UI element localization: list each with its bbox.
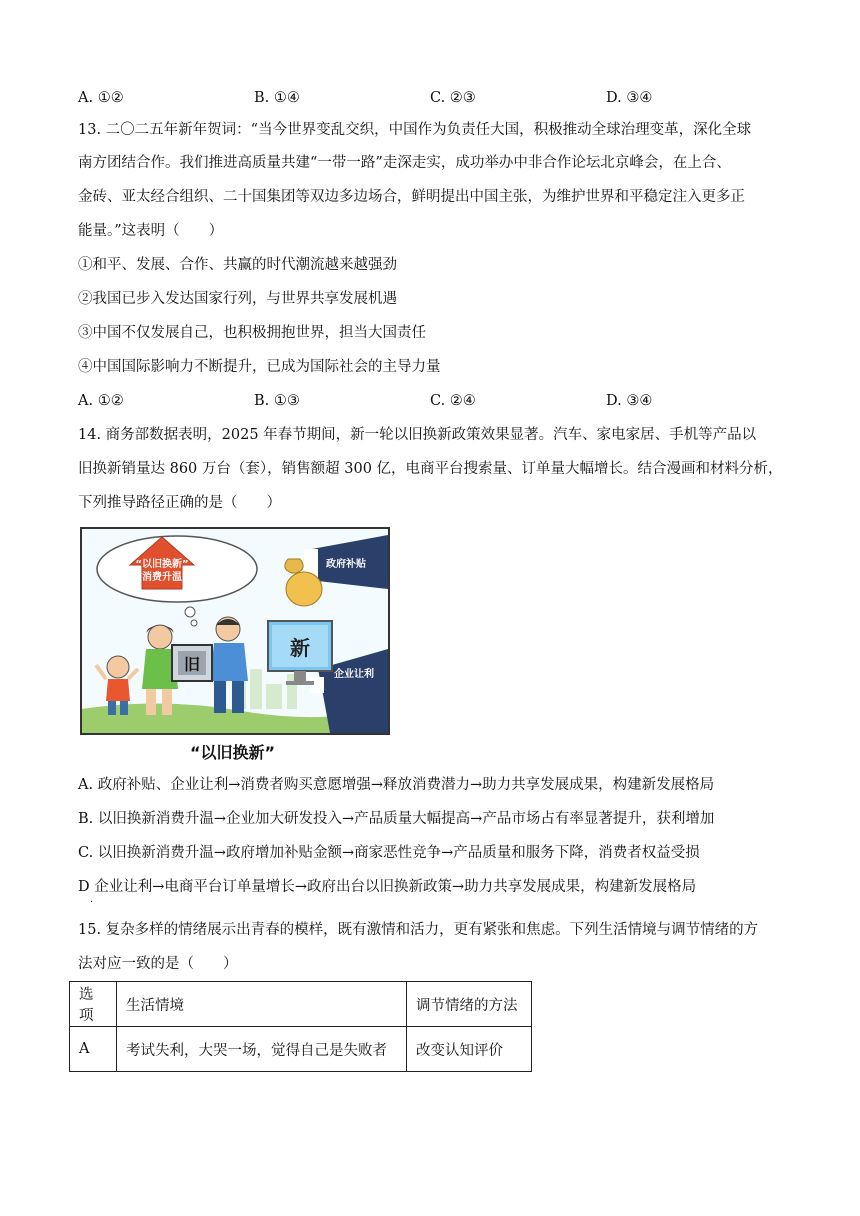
q13-stem-line-3: 金砖、亚太经合组织、二十国集团等双边多边场合，鲜明提出中国主张，为维护世界和平稳定注入更多正	[78, 189, 745, 205]
q12-option-b: B. ①④	[254, 90, 300, 106]
q15-stem-line-1: 15. 复杂多样的情绪展示出青春的模样，既有激情和活力，更有紧张和焦虑。下列生活情境与调节情绪的方	[78, 922, 759, 938]
q13-stem-line-4: 能量。”这表明（ ）	[78, 223, 224, 239]
bubble-text-line-2: 消费升温	[142, 572, 182, 583]
q13-stem-line-2: 南方团结合作。我们推进高质量共建“一带一路”走深走实，成功举办中非合作论坛北京峰会，在上合、	[78, 155, 731, 171]
q13-option-a: A. ①②	[78, 393, 124, 409]
q12-option-a: A. ①②	[78, 90, 124, 106]
q13-option-c: C. ②④	[430, 393, 476, 409]
q14-option-d: D 企业让利→电商平台订单量增长→政府出台以旧换新政策→助力共享发展成果，构建新发展格局	[78, 879, 697, 895]
cartoon-illustration	[82, 529, 388, 733]
old-tv-icon	[172, 645, 212, 681]
q15-table	[69, 981, 532, 1072]
header-situation: 生活情境	[117, 982, 407, 1027]
q13-statement-4: ④中国国际影响力不断提升，已成为国际社会的主导力量	[78, 359, 441, 375]
trade-in-cartoon	[80, 527, 390, 735]
row-a-option: A	[70, 1027, 117, 1072]
q14-option-a: A. 政府补贴、企业让利→消费者购买意愿增强→释放消费潜力→助力共享发展成果，构建新发展格局	[78, 777, 715, 793]
label-subsidy: 政府补贴	[326, 559, 366, 570]
q13-option-d: D. ③④	[606, 393, 653, 409]
q13-statement-3: ③中国不仅发展自己，也积极拥抱世界，担当大国责任	[78, 325, 426, 341]
q14-option-c: C. 以旧换新消费升温→政府增加补贴金额→商家恶性竞争→产品质量和服务下降，消费者权益受损	[78, 845, 700, 861]
new-tv-label: 新	[290, 636, 310, 660]
table-row	[70, 1027, 532, 1072]
q15-stem-line-2: 法对应一致的是（ ）	[78, 956, 238, 972]
table-header-row	[70, 982, 532, 1027]
row-a-method: 改变认知评价	[407, 1027, 532, 1072]
q14-stem-line-2: 旧换新销量达 860 万台（套），销售额超 300 亿，电商平台搜索量、订单量大幅增长。结合漫画和材料分析，	[78, 461, 783, 477]
old-tv-label: 旧	[183, 655, 201, 674]
header-method: 调节情绪的方法	[407, 982, 532, 1027]
header-option: 选项	[70, 982, 117, 1027]
q13-statement-2: ②我国已步入发达国家行列，与世界共享发展机遇	[78, 291, 397, 307]
q13-option-b: B. ①③	[254, 393, 300, 409]
row-a-situation: 考试失利，大哭一场，觉得自己是失败者	[117, 1027, 407, 1072]
q13-stem-line-1: 13. 二〇二五年新年贺词：“当今世界变乱交织，中国作为负责任大国，积极推动全球治理变革，深化全球	[78, 122, 752, 138]
cartoon-caption: “以旧换新”	[190, 743, 276, 762]
q12-option-d: D. ③④	[606, 90, 653, 106]
bubble-text-line-1: “以旧换新”	[135, 559, 189, 570]
q12-option-c: C. ②③	[430, 90, 476, 106]
q14-stem-line-3: 下列推导路径正确的是（ ）	[78, 495, 281, 511]
q14-option-b: B. 以旧换新消费升温→企业加大研发投入→产品质量大幅提高→产品市场占有率显著提升，获利增加	[78, 811, 715, 827]
q14-stem-line-1: 14. 商务部数据表明，2025 年春节期间，新一轮以旧换新政策效果显著。汽车、家电家居、手机等产品以	[78, 427, 757, 443]
label-profit: 企业让利	[334, 669, 374, 680]
q13-statement-1: ①和平、发展、合作、共赢的时代潮流越来越强劲	[78, 257, 397, 273]
option-d-dot: ·	[90, 897, 94, 908]
